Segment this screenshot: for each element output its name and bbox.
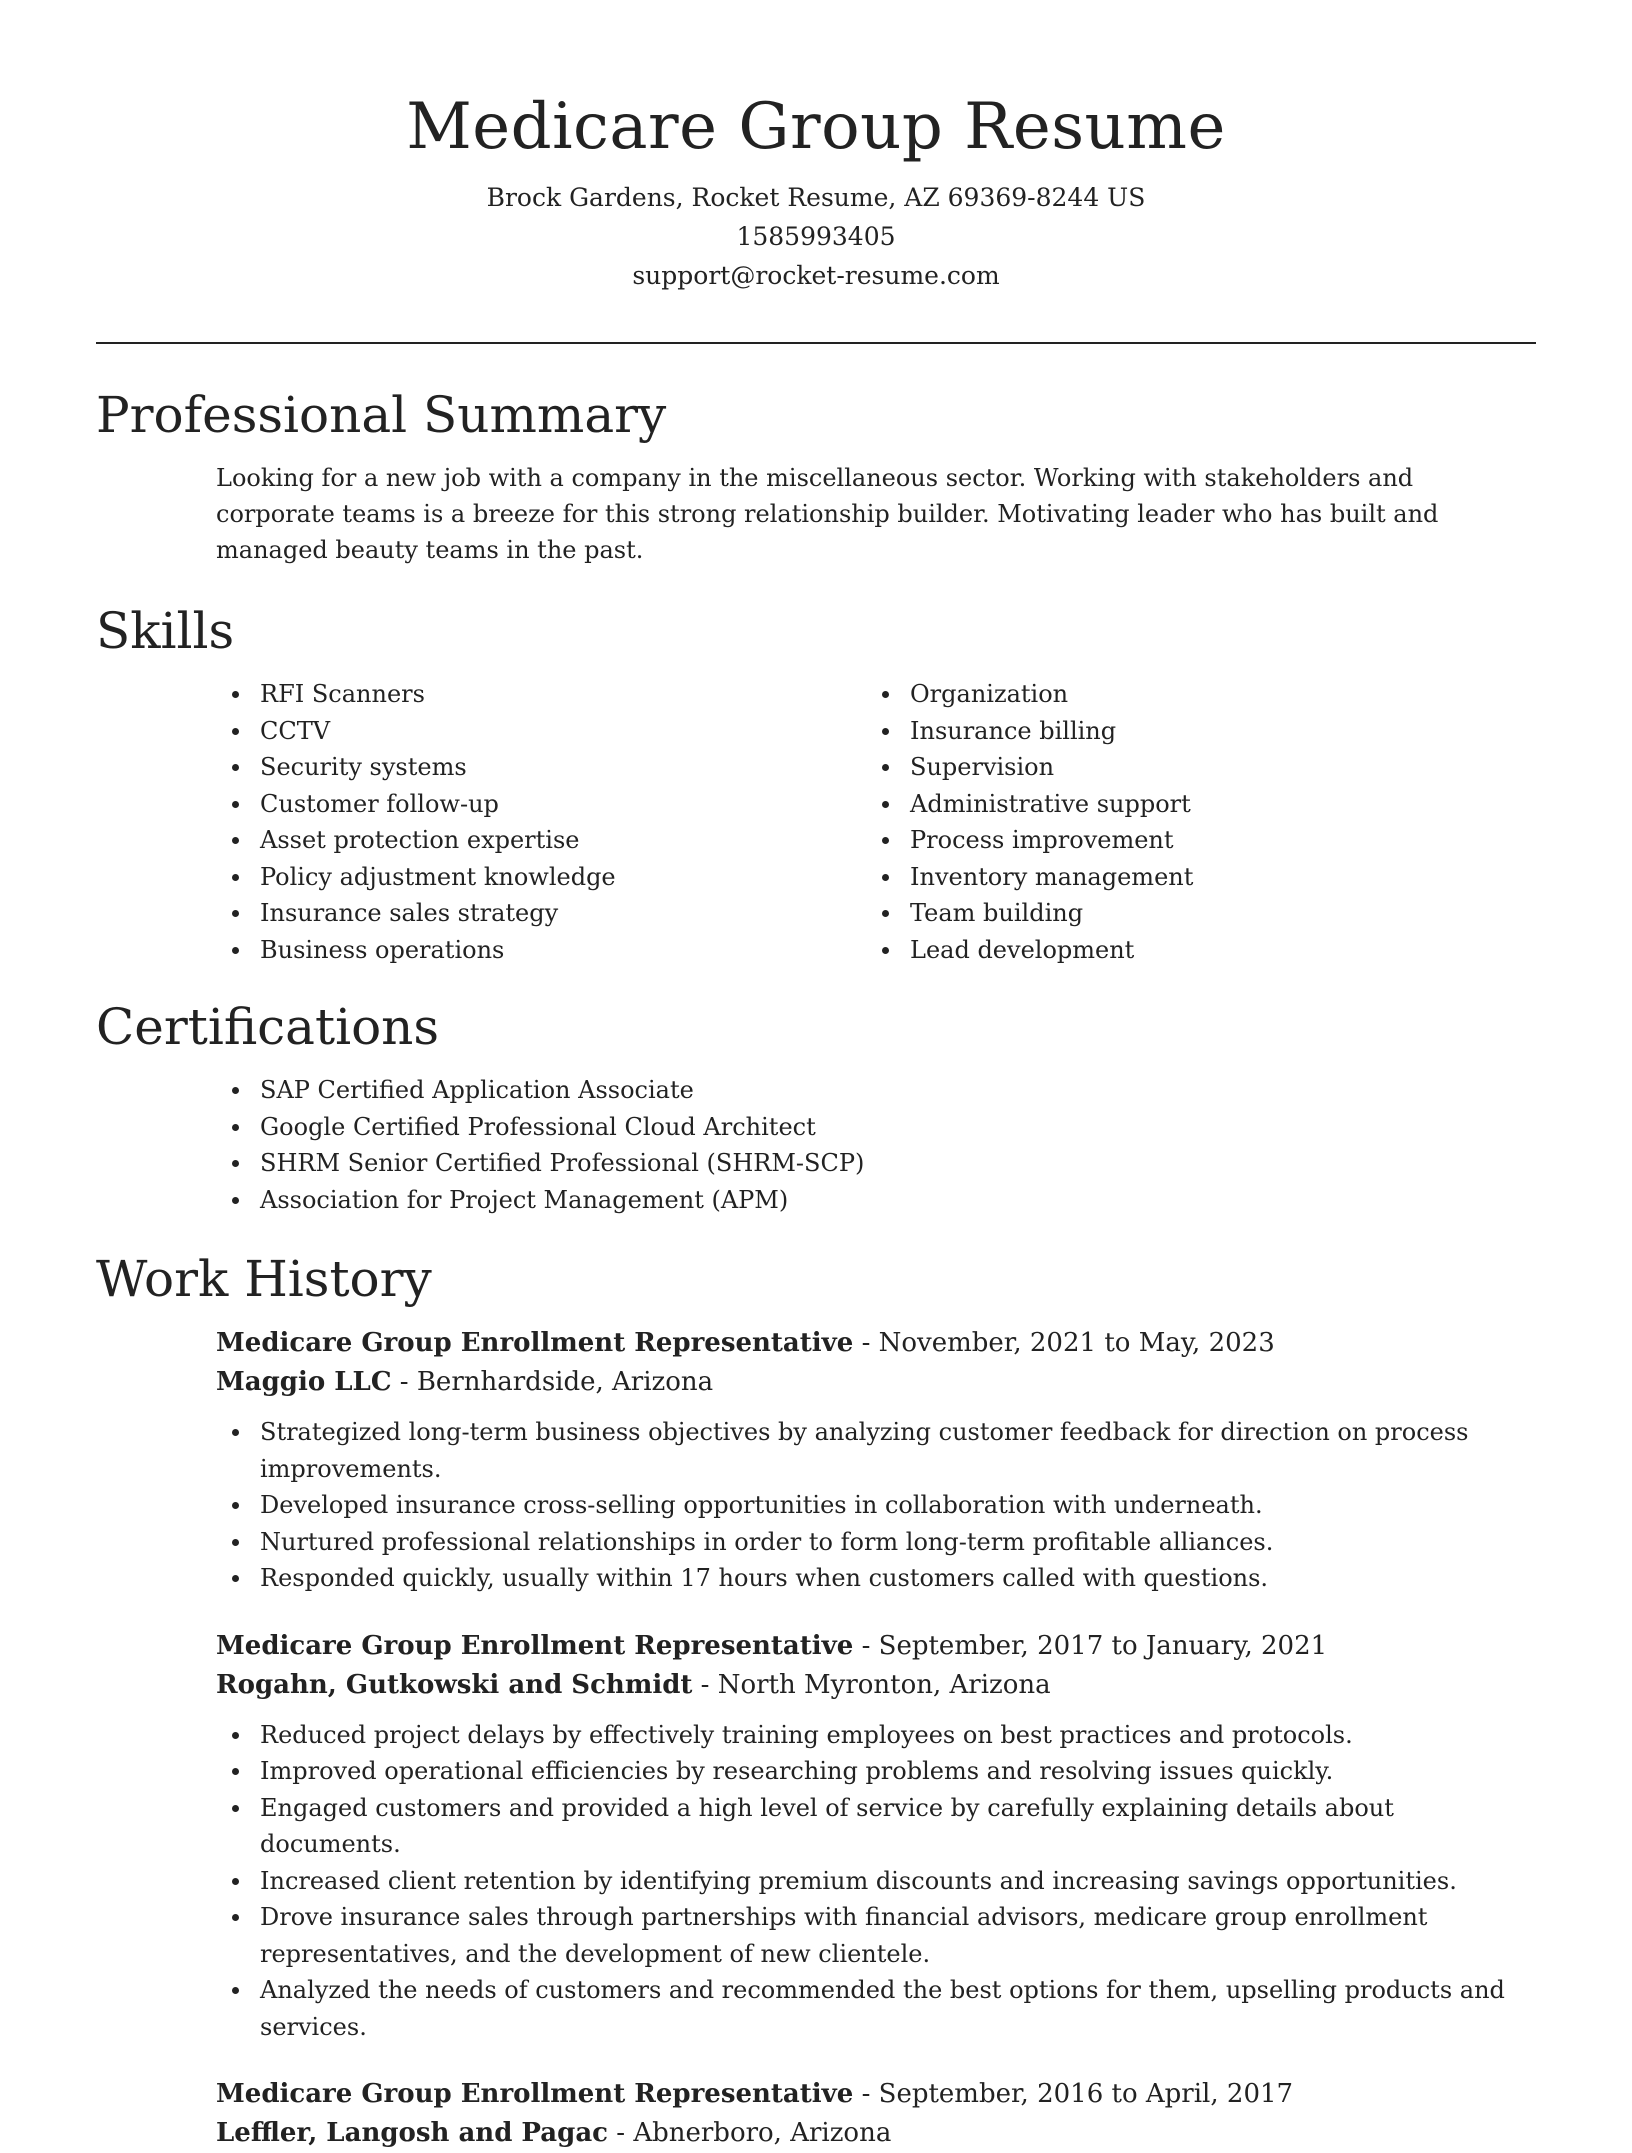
summary-text: Looking for a new job with a company in the miscellaneous sector. Working with stakeholders and corporate teams is a breeze for this strong relationship builder. Motivating leader who has built and managed beauty teams in the past. (216, 464, 1439, 564)
skill-item: Business operations (216, 932, 866, 969)
contact-info (0, 178, 1632, 295)
skill-item: Supervision (866, 749, 1516, 786)
job-title-line (216, 2075, 1536, 2114)
section-title-skills: Skills (96, 602, 235, 660)
skills-column-right (866, 676, 1516, 968)
section-title-summary: Professional Summary (96, 386, 667, 444)
contact-phone: 1585993405 (736, 222, 896, 251)
job-location: - Abnerboro, Arizona (608, 2118, 892, 2148)
skill-item: Insurance billing (866, 713, 1516, 750)
section-title-work-history: Work History (96, 1250, 432, 1308)
job-location: - Bernhardside, Arizona (391, 1367, 714, 1397)
certification-item: SAP Certified Application Associate (216, 1072, 1536, 1109)
job-title: Medicare Group Enrollment Representative (216, 1630, 854, 1661)
job-company-line (216, 2114, 1536, 2153)
skill-item: Policy adjustment knowledge (216, 859, 866, 896)
skill-item: RFI Scanners (216, 676, 866, 713)
header-divider (96, 342, 1536, 344)
job-dates: - September, 2017 to January, 2021 (853, 1630, 1328, 1661)
job-title: Medicare Group Enrollment Representative (216, 1328, 854, 1358)
job-entry (216, 1324, 1536, 1597)
job-company: Maggio LLC (216, 1367, 392, 1397)
skill-item: Team building (866, 895, 1516, 932)
job-bullet: Improved operational efficiencies by researching problems and resolving issues quickly. (216, 1753, 1536, 1790)
resume-header (0, 0, 1632, 295)
job-bullet: Nurtured professional relationships in order to form long-term profitable alliances. (216, 1524, 1536, 1561)
certification-item: Google Certified Professional Cloud Architect (216, 1109, 1536, 1146)
job-entry (216, 2075, 1536, 2153)
job-company: Leffler, Langosh and Pagac (216, 2118, 608, 2148)
skill-item: Organization (866, 676, 1516, 713)
job-bullet-list (216, 1414, 1536, 1597)
job-bullet: Increased client retention by identifying premium discounts and increasing savings opportunities. (216, 1863, 1536, 1900)
skill-item: Process improvement (866, 822, 1516, 859)
job-bullet-list (216, 1717, 1536, 2046)
job-title-line (216, 1627, 1536, 1666)
certification-item: Association for Project Management (APM) (216, 1182, 1536, 1219)
job-bullet: Developed insurance cross-selling opportunities in collaboration with underneath. (216, 1487, 1536, 1524)
skills-grid (216, 676, 1536, 968)
skill-item: Insurance sales strategy (216, 895, 866, 932)
job-bullet: Engaged customers and provided a high level of service by carefully explaining details about documents. (216, 1790, 1536, 1863)
job-company-line (216, 1666, 1536, 1705)
job-title: Medicare Group Enrollment Representative (216, 2079, 854, 2109)
skill-item: Administrative support (866, 786, 1516, 823)
contact-address: Brock Gardens, Rocket Resume, AZ 69369-8244 US (486, 183, 1146, 212)
skill-item: Asset protection expertise (216, 822, 866, 859)
job-location: - North Myronton, Arizona (692, 1669, 1051, 1700)
job-bullet: Reduced project delays by effectively training employees on best practices and protocols. (216, 1717, 1536, 1754)
job-bullet: Drove insurance sales through partnerships with financial advisors, medicare group enrollment representatives, and the development of new clientele. (216, 1899, 1536, 1972)
job-bullet: Responded quickly, usually within 17 hours when customers called with questions. (216, 1560, 1536, 1597)
job-bullet: Analyzed the needs of customers and recommended the best options for them, upselling products and services. (216, 1972, 1536, 2045)
skill-item: CCTV (216, 713, 866, 750)
job-dates: - November, 2021 to May, 2023 (853, 1328, 1275, 1358)
job-bullet: Strategized long-term business objectives by analyzing customer feedback for direction on process improvements. (216, 1414, 1536, 1487)
skill-item: Customer follow-up (216, 786, 866, 823)
resume-title: Medicare Group Resume (406, 90, 1226, 164)
resume-content (96, 380, 1536, 2153)
job-company-line (216, 1363, 1536, 1402)
job-company: Rogahn, Gutkowski and Schmidt (216, 1669, 693, 1700)
certifications-list (216, 1072, 1536, 1218)
section-title-certifications: Certifications (96, 998, 440, 1056)
skill-item: Inventory management (866, 859, 1516, 896)
job-dates: - September, 2016 to April, 2017 (853, 2079, 1294, 2109)
job-title-line (216, 1324, 1536, 1363)
job-entry (216, 1627, 1536, 2046)
skill-item: Lead development (866, 932, 1516, 969)
certification-item: SHRM Senior Certified Professional (SHRM-SCP) (216, 1145, 1536, 1182)
skills-column-left (216, 676, 866, 968)
contact-email: support@rocket-resume.com (632, 261, 1000, 290)
skill-item: Security systems (216, 749, 866, 786)
